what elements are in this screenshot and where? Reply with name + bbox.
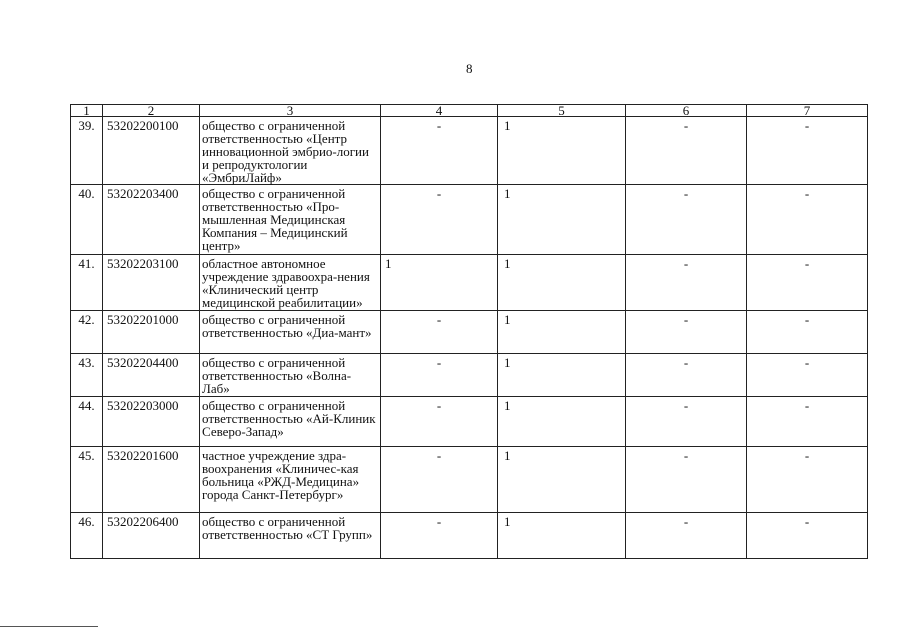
row-code: 53202206400 <box>103 513 200 559</box>
row-col6: - <box>626 311 747 354</box>
row-col4: - <box>381 117 498 185</box>
column-header: 4 <box>381 105 498 117</box>
row-name: общество с ограниченной ответственностью «Волна-Лаб» <box>200 354 381 397</box>
row-code: 53202203000 <box>103 397 200 447</box>
row-col5: 1 <box>498 513 626 559</box>
row-number: 41. <box>71 255 103 311</box>
row-col7: - <box>747 117 868 185</box>
row-number: 40. <box>71 185 103 255</box>
row-col7: - <box>747 513 868 559</box>
table-row <box>71 354 868 397</box>
row-col4: - <box>381 354 498 397</box>
row-code: 53202204400 <box>103 354 200 397</box>
row-code: 53202203100 <box>103 255 200 311</box>
row-col5: 1 <box>498 354 626 397</box>
data-table <box>70 104 868 559</box>
table-row <box>71 185 868 255</box>
row-col7: - <box>747 185 868 255</box>
row-col6: - <box>626 117 747 185</box>
row-col7: - <box>747 397 868 447</box>
row-number: 44. <box>71 397 103 447</box>
row-col4: - <box>381 397 498 447</box>
row-col7: - <box>747 447 868 513</box>
row-col5: 1 <box>498 447 626 513</box>
row-code: 53202201600 <box>103 447 200 513</box>
header-row <box>71 105 868 117</box>
row-col4: 1 <box>381 255 498 311</box>
row-col6: - <box>626 447 747 513</box>
row-name: общество с ограниченной ответственностью «Ай-Клиник Северо-Запад» <box>200 397 381 447</box>
row-col6: - <box>626 397 747 447</box>
row-col5: 1 <box>498 311 626 354</box>
row-col4: - <box>381 447 498 513</box>
column-header: 2 <box>103 105 200 117</box>
column-header: 1 <box>71 105 103 117</box>
table-row <box>71 447 868 513</box>
row-col7: - <box>747 255 868 311</box>
row-number: 43. <box>71 354 103 397</box>
row-name: общество с ограниченной ответственностью «СТ Групп» <box>200 513 381 559</box>
footer-divider <box>0 626 98 627</box>
row-col6: - <box>626 255 747 311</box>
row-number: 39. <box>71 117 103 185</box>
row-col6: - <box>626 354 747 397</box>
row-col5: 1 <box>498 117 626 185</box>
row-col4: - <box>381 185 498 255</box>
table-row <box>71 397 868 447</box>
row-name: областное автономное учреждение здравоохра-нения «Клинический центр медицинской реабилитации» <box>200 255 381 311</box>
row-col5: 1 <box>498 185 626 255</box>
column-header: 6 <box>626 105 747 117</box>
row-name: общество с ограниченной ответственностью «Про-мышленная Медицинская Компания – Медицинский центр» <box>200 185 381 255</box>
row-col4: - <box>381 311 498 354</box>
row-name: общество с ограниченной ответственностью «Центр инновационной эмбрио-логии и репродуктологии «ЭмбриЛайф» <box>200 117 381 185</box>
table-row <box>71 311 868 354</box>
row-name: общество с ограниченной ответственностью «Диа-мант» <box>200 311 381 354</box>
row-code: 53202200100 <box>103 117 200 185</box>
row-col5: 1 <box>498 397 626 447</box>
row-code: 53202201000 <box>103 311 200 354</box>
row-col6: - <box>626 513 747 559</box>
column-header: 3 <box>200 105 381 117</box>
table-row <box>71 513 868 559</box>
table-row <box>71 117 868 185</box>
row-col4: - <box>381 513 498 559</box>
row-col7: - <box>747 311 868 354</box>
row-number: 46. <box>71 513 103 559</box>
column-header: 5 <box>498 105 626 117</box>
row-col6: - <box>626 185 747 255</box>
row-col7: - <box>747 354 868 397</box>
column-header: 7 <box>747 105 868 117</box>
table-row <box>71 255 868 311</box>
row-number: 45. <box>71 447 103 513</box>
row-name: частное учреждение здра-воохранения «Клиничес-кая больница «РЖД-Медицина» города Санкт-Петербург» <box>200 447 381 513</box>
row-number: 42. <box>71 311 103 354</box>
page-number: 8 <box>466 61 473 76</box>
row-col5: 1 <box>498 255 626 311</box>
row-code: 53202203400 <box>103 185 200 255</box>
